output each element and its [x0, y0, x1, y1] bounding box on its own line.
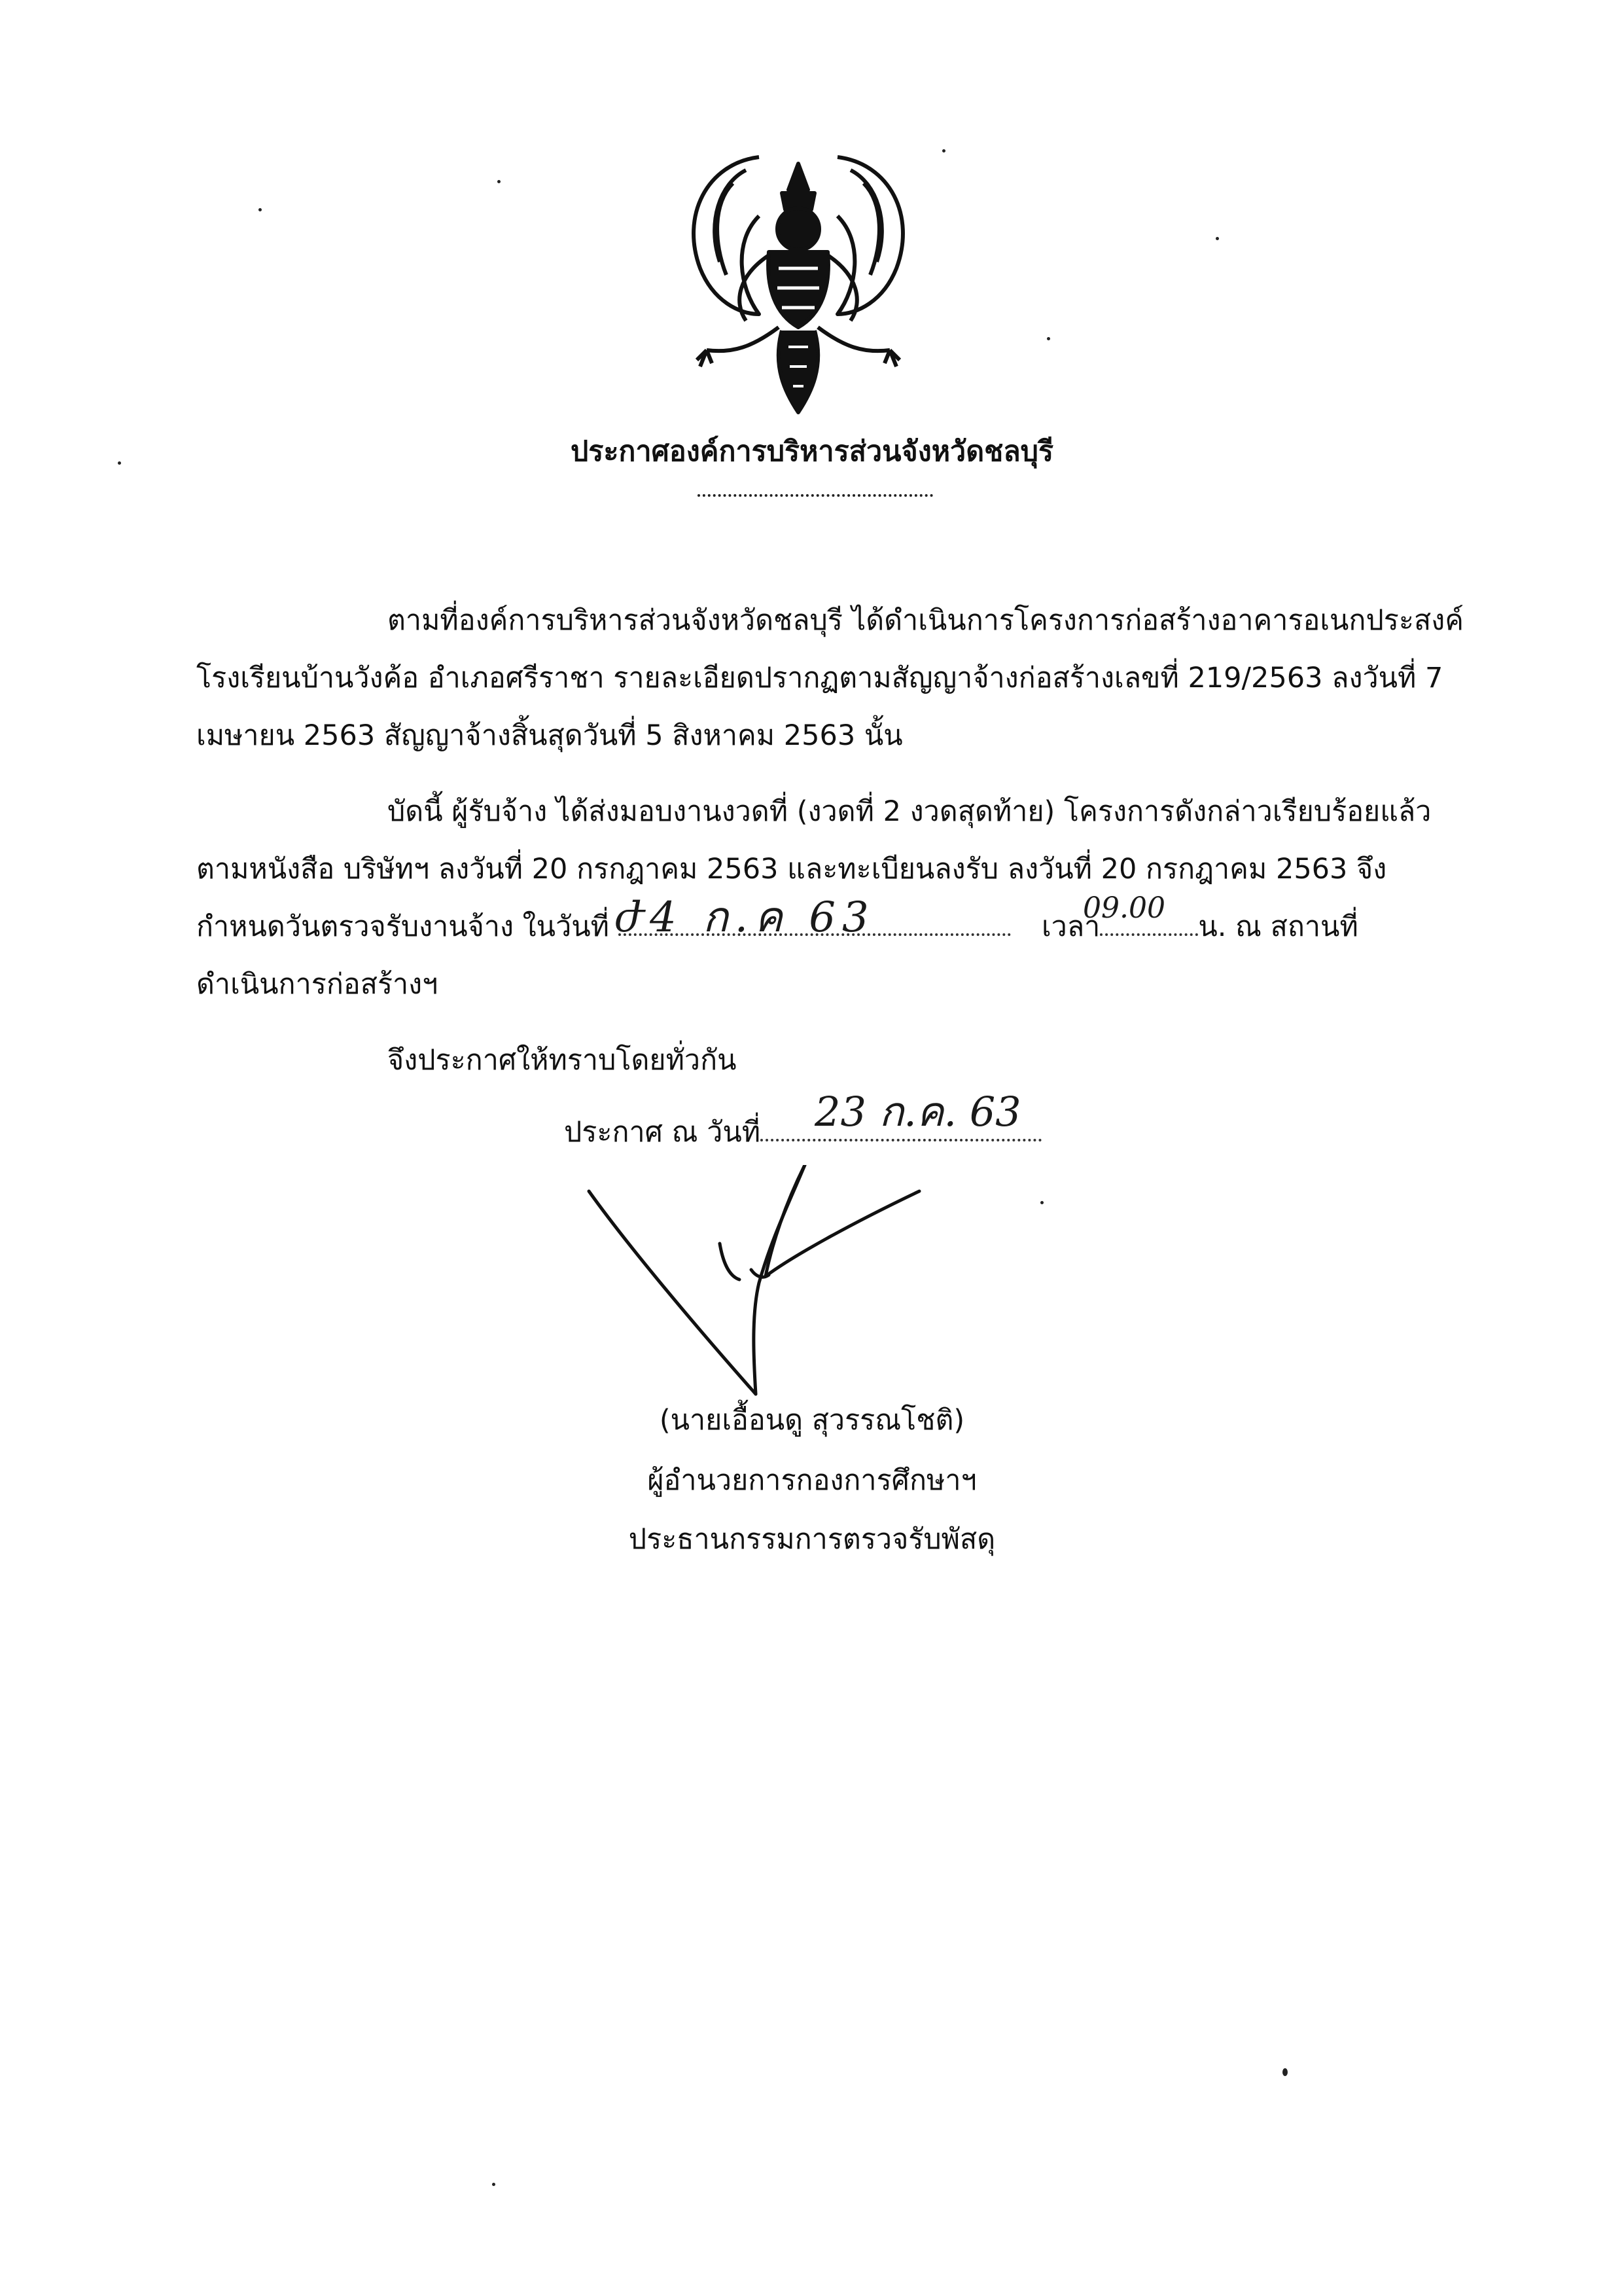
- scan-speck: [258, 208, 262, 211]
- handwritten-signature: [576, 1165, 942, 1427]
- scan-speck: [497, 180, 501, 183]
- garuda-emblem-icon: [661, 137, 936, 419]
- time-handwritten: 09.00: [1083, 891, 1165, 925]
- scan-speck: [942, 149, 945, 152]
- signatory-name: (นายเอื้อนดู สุวรรณโชติ): [659, 1404, 965, 1437]
- scan-speck: [1047, 337, 1050, 340]
- paragraph1-line2: โรงเรียนบ้านวังค้อ อำเภอศรีราชา รายละเอียดปรากฏตามสัญญาจ้างก่อสร้างเลขที่ 219/2563 ลงวันที่ 7: [196, 662, 1443, 694]
- scan-speck: [118, 461, 121, 465]
- scan-speck: [1216, 237, 1219, 240]
- time-label: เวลา: [1041, 910, 1101, 943]
- scan-speck: [1040, 1201, 1044, 1204]
- closing-text: จึงประกาศให้ทราบโดยทั่วกัน: [387, 1044, 737, 1077]
- scan-speck: [492, 2183, 495, 2186]
- paragraph2-line4: ดำเนินการก่อสร้างฯ: [196, 968, 438, 1001]
- signatory-position1: ผู้อำนวยการกองการศึกษาฯ: [647, 1464, 977, 1497]
- inspection-date-prefix: กำหนดวันตรวจรับงานจ้าง ในวันที่: [196, 910, 609, 943]
- title-dotted-line: [697, 494, 933, 497]
- time-suffix: น. ณ สถานที่: [1198, 910, 1358, 943]
- announce-date-label: ประกาศ ณ วันที่: [564, 1116, 761, 1149]
- announce-date-handwritten: 23 ก.ค. 63: [815, 1088, 1021, 1136]
- paragraph2-line1: บัดนี้ ผู้รับจ้าง ได้ส่งมอบงานงวดที่ (งวดที่ 2 งวดสุดท้าย) โครงการดังกล่าวเรียบร้อยแล้ว: [387, 795, 1432, 828]
- paragraph1-line1: ตามที่องค์การบริหารส่วนจังหวัดชลบุรี ได้ดำเนินการโครงการก่อสร้างอาคารอเนกประสงค์: [387, 604, 1464, 637]
- paragraph2-line2: ตามหนังสือ บริษัทฯ ลงวันที่ 20 กรกฎาคม 2563 และทะเบียนลงรับ ลงวันที่ 20 กรกฎาคม 2563 จึง: [196, 853, 1387, 886]
- document-title: ประกาศองค์การบริหารส่วนจังหวัดชลบุรี: [570, 435, 1054, 468]
- paragraph1-line3: เมษายน 2563 สัญญาจ้างสิ้นสุดวันที่ 5 สิงหาคม 2563 นั้น: [196, 719, 903, 752]
- signatory-position2: ประธานกรรมการตรวจรับพัสดุ: [628, 1523, 996, 1556]
- inspection-date-handwritten: ժ4 ก.ค 63: [615, 893, 875, 942]
- scan-speck: [1282, 2068, 1288, 2076]
